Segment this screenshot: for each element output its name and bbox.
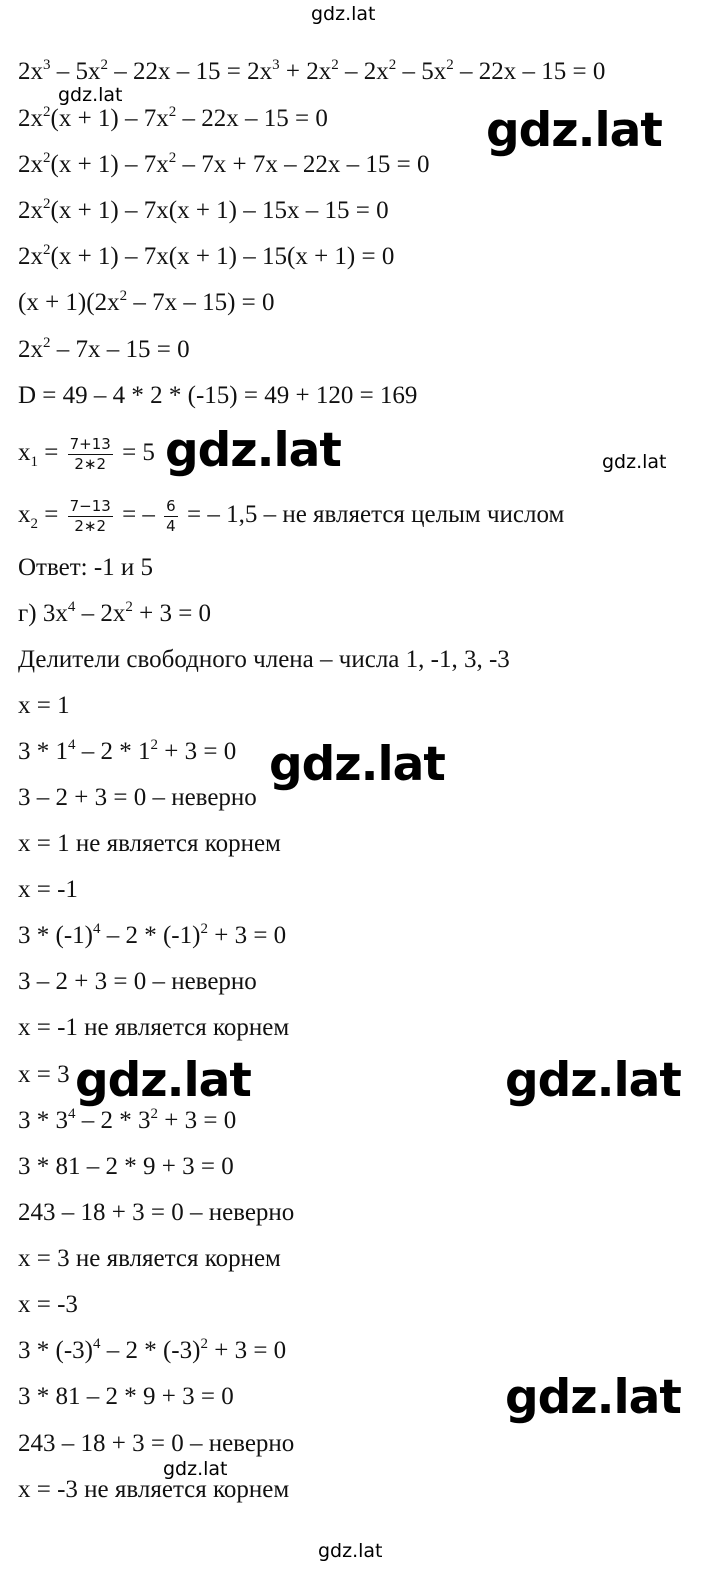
text-line: 3 – 2 + 3 = 0 – неверно: [18, 968, 257, 995]
fraction: $\frac{7-13}{2∗2}$: [69, 497, 111, 535]
equation-line: $2x^2(x + 1) - 7x(x + 1) - 15(x + 1) = 0$: [18, 242, 395, 270]
watermark: gdz.lat: [311, 3, 376, 25]
equation-line: $(x + 1)(2x^2 - 7x - 15) = 0$: [18, 288, 275, 316]
watermark: gdz.lat: [505, 1370, 681, 1425]
text-line: 243 – 18 + 3 = 0 – неверно: [18, 1430, 295, 1457]
watermark: gdz.lat: [505, 1053, 681, 1108]
watermark: gdz.lat: [58, 84, 123, 106]
watermark: gdz.lat: [486, 103, 662, 158]
equation-line: $2x^2(x + 1) - 7x^2 - 7x + 7x - 22x - 15 = 0$: [18, 150, 430, 178]
text-line: x = -3 не является корнем: [18, 1476, 290, 1503]
fraction: $\frac{6}{4}$: [166, 497, 176, 535]
watermark: gdz.lat: [269, 737, 445, 792]
text-line: x = -1: [18, 876, 78, 903]
equation-line: $2x^2 - 7x - 15 = 0$: [18, 335, 190, 363]
equation-line: $2x^3 - 5x^2 - 22x - 15 = 2x^3 + 2x^2 - 2x^2 - 5x^2 - 22x - 15 = 0$: [18, 57, 606, 85]
text-line: 3 * 81 – 2 * 9 + 3 = 0: [18, 1383, 234, 1410]
equation-line: $3 * 3^4 - 2 * 3^2 + 3 = 0$: [18, 1106, 237, 1134]
text-line: x = 1 не является корнем: [18, 830, 281, 857]
watermark: gdz.lat: [163, 1458, 228, 1480]
equation-line: $3 * (-1)^4 - 2 * (-1)^2 + 3 = 0$: [18, 921, 287, 949]
watermark: gdz.lat: [602, 451, 667, 473]
text-line: 243 – 18 + 3 = 0 – неверно: [18, 1199, 295, 1226]
watermark: gdz.lat: [75, 1053, 251, 1108]
task-g-line: г) $3x^4 - 2x^2 + 3 = 0$: [18, 599, 212, 627]
equation-line: $2x^2(x + 1) - 7x^2 - 22x - 15 = 0$: [18, 104, 328, 132]
discriminant-line: D = 49 – 4 * 2 * (-15) = 49 + 120 = 169: [18, 382, 418, 409]
text-line: x = 3 не является корнем: [18, 1245, 281, 1272]
text-line: 3 * 81 – 2 * 9 + 3 = 0: [18, 1153, 234, 1180]
root-x1-line: $x_1$ = $\frac{7+13}{2∗2}$ = 5: [18, 435, 155, 473]
answer-line: Ответ: -1 и 5: [18, 554, 154, 581]
equation-line: $3 * (-3)^4 - 2 * (-3)^2 + 3 = 0$: [18, 1336, 287, 1364]
text-line: x = 1: [18, 692, 70, 719]
text-line: 3 – 2 + 3 = 0 – неверно: [18, 784, 257, 811]
watermark: gdz.lat: [165, 423, 341, 478]
equation-line: $3 * 1^4 - 2 * 1^2 + 3 = 0$: [18, 737, 237, 765]
watermark: gdz.lat: [318, 1540, 383, 1562]
text-line: x = -1 не является корнем: [18, 1014, 290, 1041]
fraction: $\frac{7+13}{2∗2}$: [69, 435, 111, 473]
text-line: Делители свободного члена – числа 1, -1, 3, -3: [18, 646, 510, 673]
equation-line: $2x^2(x + 1) - 7x(x + 1) - 15x - 15 = 0$: [18, 196, 389, 224]
text-line: x = 3: [18, 1061, 70, 1088]
root-x2-line: $x_2$ = $\frac{7-13}{2∗2}$ = – $\frac{6}{4}$ = – 1,5 – не является целым числом: [18, 497, 565, 535]
text-line: x = -3: [18, 1291, 78, 1318]
